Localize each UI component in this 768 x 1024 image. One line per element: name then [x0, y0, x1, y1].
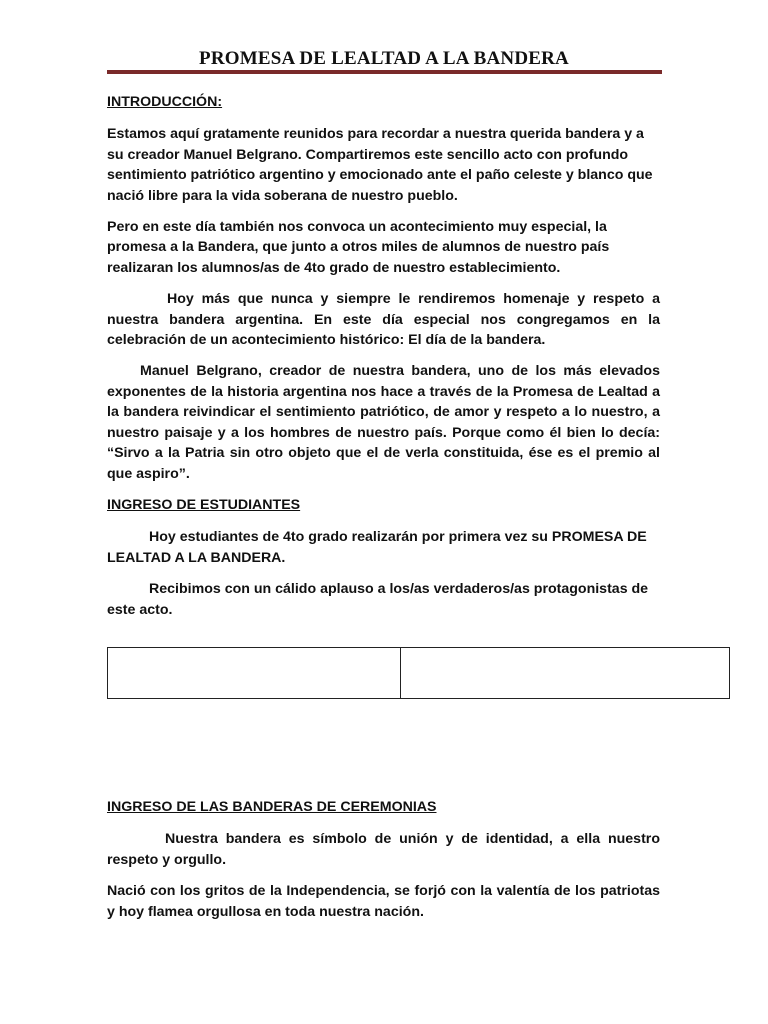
intro-paragraph-3: Hoy más que nunca y siempre le rendiremos homenaje y respeto a nuestra bandera argentina. En este día especial nos congregamos en la celebración de un acontecimiento histórico: El día de la bandera. [107, 291, 660, 349]
intro-paragraph-4: Manuel Belgrano, creador de nuestra bandera, uno de los más elevados exponentes de la historia argentina nos hace a través de la Promesa de Lealtad a la bandera reivindicar el sentimiento patriótico, de amor y respeto a lo nuestro, a nuestro paisaje y a los hombres de nuestro país. Porque como él bien lo decía: “Sirvo a la Patria sin otro objeto que el de verla constituida, ése es el premio al que aspiro”. [107, 363, 660, 482]
flags-paragraph-2: Nació con los gritos de la Independencia, se forjó con la valentía de los patriotas y hoy flamea orgullosa en toda nuestra nación. [107, 883, 660, 920]
students-paragraph-2: Recibimos con un cálido aplauso a los/as verdaderos/as protagonistas de este acto. [107, 581, 649, 618]
section-heading-students: INGRESO DE ESTUDIANTES [107, 496, 301, 513]
students-paragraph-1: Hoy estudiantes de 4to grado realizarán por primera vez su PROMESA DE LEALTAD A LA BANDERA. [107, 529, 647, 566]
table-cell [108, 648, 401, 698]
flags-paragraph-1: Nuestra bandera es símbolo de unión y de identidad, a ella nuestro respeto y orgullo. [107, 831, 660, 868]
empty-table [107, 647, 730, 699]
intro-paragraph-1: Estamos aquí gratamente reunidos para recordar a nuestra querida bandera y a su creador Manuel Belgrano. Compartiremos este sencillo acto con profundo sentimiento patriótico argentino y emocionado ante el paño celeste y blanco que nació libre para la vida soberana de nuestro pueblo. [107, 126, 653, 204]
section-heading-flags: INGRESO DE LAS BANDERAS DE CEREMONIAS [107, 799, 437, 815]
table-cell [401, 648, 729, 698]
page-title: PROMESA DE LEALTAD A LA BANDERA [199, 48, 569, 69]
main-content [107, 92, 660, 631]
flags-section [107, 797, 660, 933]
section-heading-intro: INTRODUCCIÓN: [107, 94, 223, 110]
intro-paragraph-2: Pero en este día también nos convoca un acontecimiento muy especial, la promesa a la Bandera, que junto a otros miles de alumnos de nuestro país realizaran los alumnos/as de 4to grado de nuestro establecimiento. [107, 219, 610, 276]
title-divider [107, 70, 662, 74]
